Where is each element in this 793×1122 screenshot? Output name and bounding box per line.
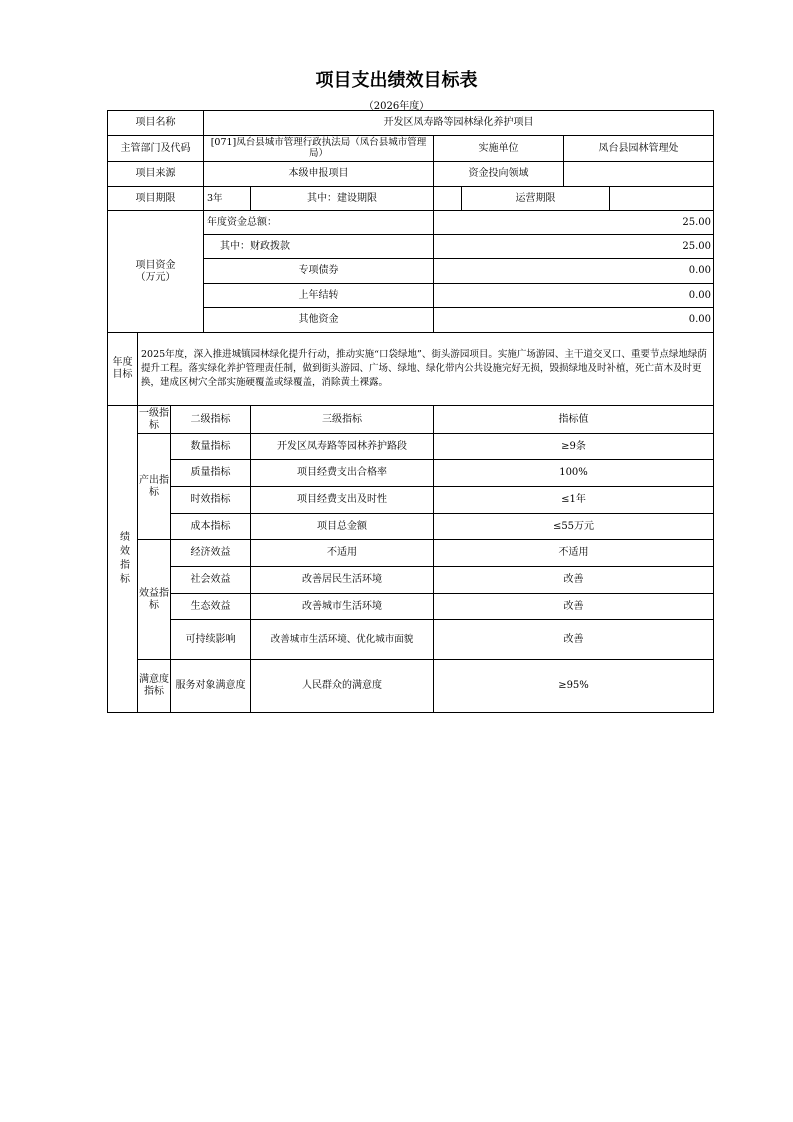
source-row [108, 162, 714, 187]
annual-goal-row [108, 333, 714, 406]
level3-cell: 改善居民生活环境 [251, 567, 434, 594]
level3-cell: 改善城市生活环境 [251, 594, 434, 620]
level1-header: 一级指标 [138, 406, 171, 434]
indicator-row [108, 594, 714, 620]
output-label: 产出指标 [138, 434, 171, 540]
value-header: 指标值 [434, 406, 714, 434]
benefit-label: 效益指标 [138, 540, 171, 660]
invest-field-label: 资金投向领域 [434, 162, 564, 187]
impl-unit-label: 实施单位 [434, 136, 564, 162]
operation-label: 运营期限 [462, 187, 610, 211]
fund-row-label: 其中：财政拨款 [204, 235, 434, 259]
level2-cell: 经济效益 [171, 540, 251, 567]
performance-target-table [107, 110, 714, 713]
level3-cell: 人民群众的满意度 [251, 660, 434, 713]
perf-label: 绩效指标 [108, 406, 138, 713]
annual-goal-label: 年度目标 [108, 333, 138, 406]
value-cell: ≥9条 [434, 434, 714, 460]
satisfaction-label: 满意度指标 [138, 660, 171, 713]
level3-cell: 开发区凤寿路等园林养护路段 [251, 434, 434, 460]
period-label: 项目期限 [108, 187, 204, 211]
funds-label: 项目资金 （万元） [108, 211, 204, 333]
construction-label: 其中：建设期限 [251, 187, 434, 211]
value-cell: ≥95% [434, 660, 714, 713]
fund-row-value: 25.00 [434, 211, 714, 235]
level2-cell: 时效指标 [171, 487, 251, 514]
project-name-value: 开发区凤寿路等园林绿化养护项目 [204, 111, 714, 136]
fund-row-value: 0.00 [434, 308, 714, 333]
level2-cell: 可持续影响 [171, 620, 251, 660]
value-cell: ≤55万元 [434, 514, 714, 540]
fund-row-value: 0.00 [434, 259, 714, 284]
indicator-row [108, 660, 714, 713]
level2-cell: 成本指标 [171, 514, 251, 540]
construction-value [434, 187, 462, 211]
indicator-row [108, 487, 714, 514]
fiscal-year: （2026年度） [363, 101, 430, 112]
operation-value [610, 187, 714, 211]
period-value: 3年 [204, 187, 251, 211]
level2-cell: 社会效益 [171, 567, 251, 594]
level2-cell: 服务对象满意度 [171, 660, 251, 713]
dept-value: [071]凤台县城市管理行政执法局（凤台县城市管理局） [204, 136, 434, 162]
indicator-row [108, 514, 714, 540]
level3-cell: 不适用 [251, 540, 434, 567]
value-cell: ≤1年 [434, 487, 714, 514]
level3-cell: 项目经费支出及时性 [251, 487, 434, 514]
value-cell: 改善 [434, 594, 714, 620]
level2-cell: 数量指标 [171, 434, 251, 460]
fund-row-label: 其他资金 [204, 308, 434, 333]
annual-goal-text: 2025年度，深入推进城镇园林绿化提升行动，推动实施“口袋绿地”、街头游园项目。实施广场游园、主干道交叉口、重要节点绿地绿荫提升工程。落实绿化养护管理责任制，做到街头游园、广场、绿地、绿化带内公共设施完好无损，毁损绿地及时补植，死亡苗木及时更换，建成区树穴全部实施硬覆盖或绿覆盖，消除黄土裸露。 [138, 333, 714, 406]
fund-row-label: 专项债券 [204, 259, 434, 284]
fund-row-value: 0.00 [434, 284, 714, 308]
level3-cell: 项目经费支出合格率 [251, 460, 434, 487]
impl-unit-value: 凤台县园林管理处 [564, 136, 714, 162]
level3-cell: 项目总金额 [251, 514, 434, 540]
dept-label: 主管部门及代码 [108, 136, 204, 162]
indicator-row [108, 620, 714, 660]
dept-row [108, 136, 714, 162]
level3-cell: 改善城市生活环境、优化城市面貌 [251, 620, 434, 660]
period-row [108, 187, 714, 211]
level2-cell: 质量指标 [171, 460, 251, 487]
source-value: 本级申报项目 [204, 162, 434, 187]
indicator-row [108, 434, 714, 460]
fund-row-label: 上年结转 [204, 284, 434, 308]
indicator-row [108, 460, 714, 487]
level2-cell: 生态效益 [171, 594, 251, 620]
fund-row [108, 211, 714, 235]
indicator-row [108, 567, 714, 594]
value-cell: 100% [434, 460, 714, 487]
project-name-label: 项目名称 [108, 111, 204, 136]
source-label: 项目来源 [108, 162, 204, 187]
fund-row-label: 年度资金总额： [204, 211, 434, 235]
page-title: 项目支出绩效目标表 [315, 70, 478, 91]
indicator-row [108, 540, 714, 567]
value-cell: 改善 [434, 620, 714, 660]
project-name-row [108, 111, 714, 136]
fund-row-value: 25.00 [434, 235, 714, 259]
invest-field-value [564, 162, 714, 187]
level3-header: 三级指标 [251, 406, 434, 434]
value-cell: 不适用 [434, 540, 714, 567]
value-cell: 改善 [434, 567, 714, 594]
level2-header: 二级指标 [171, 406, 251, 434]
perf-header-row [108, 406, 714, 434]
